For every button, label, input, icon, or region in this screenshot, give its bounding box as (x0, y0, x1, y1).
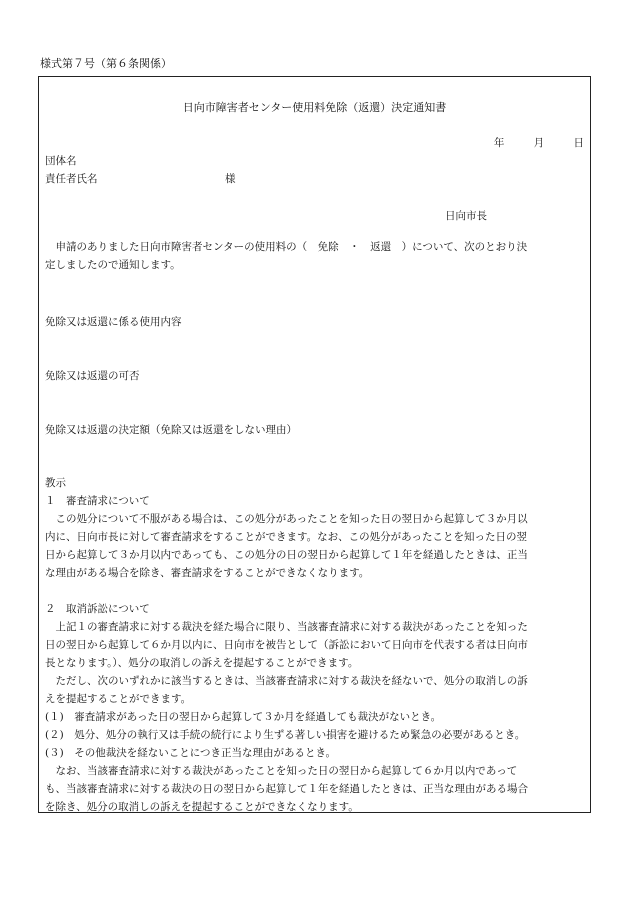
section1-title: １ 審査請求について (45, 495, 150, 507)
issuer-name: 日向市長 (445, 210, 487, 222)
notice-heading: 教示 (45, 477, 66, 489)
list-item: (３) その他裁決を経ないことにつき正当な理由があるとき。 (45, 747, 337, 759)
notice-document-frame (38, 76, 591, 813)
list-item: (２) 処分、処分の執行又は手続の続行により生ずる著しい損害を避けるため緊急の必要があるとき。 (45, 729, 526, 741)
notice-section: 教示 １ 審査請求について この処分について不服がある場合は、この処分があったことを知った日の翌日から起算して３か月以 内に、日向市長に対して審査請求をすることができます。なお、この処分があったことを知った日の翌 日から起算して３か月以内であっても、この処分の日の翌日から起算して１年を経過したときは、正当 な理由がある場合を除き、審査請求をすることができなくなります。 ２ 取消訴訟について 上記１の審査請求に対する裁決を経た場合に限り、当該審査請求に対する裁決があったことを知った 日の翌日から起算して６か月以内に、日向市を被告として（訴訟において日向市を代表する者は日向市 長となります。）、処分の取消しの訴えを提起することができます。 ただし、次のいずれかに該当するときは、当該審査請求に対する裁決を経ないで、処分の取消しの訴 えを提起することができます。 (１) 審査請求があった日の翌日から起算して３か月を経過しても裁決がないとき。 (２) 処分、処分の執行又は手続の続行により生ずる著しい損害を避けるため緊急の必要があるとき。 (３) その他裁決を経ないことにつき正当な理由があるとき。 なお、当該審査請求に対する裁決があったことを知った日の翌日から起算して６か月以内であって も、当該審査請求に対する裁決の日の翌日から起算して１年を経過したときは、正当な理由がある場合 を除き、処分の取消しの訴えを提起することができなくなります。 (45, 474, 582, 816)
list-item: (１) 審査請求があった日の翌日から起算して３か月を経過しても裁決がないとき。 (45, 711, 442, 723)
honorific: 様 (225, 173, 236, 185)
date-day-label: 日 (573, 137, 584, 149)
form-number: 様式第７号（第６条関係） (40, 57, 172, 70)
organization-label: 団体名 (45, 155, 77, 167)
section2-title: ２ 取消訴訟について (45, 603, 150, 615)
document-title: 日向市障害者センター使用料免除（返還）決定通知書 (182, 101, 447, 114)
responsible-person-label: 責任者氏名 (45, 173, 98, 185)
date-month-label: 月 (533, 137, 545, 149)
date-line (494, 135, 584, 150)
date-year-label: 年 (493, 137, 505, 149)
field-usage-content: 免除又は返還に係る使用内容 (45, 316, 182, 328)
field-approval: 免除又は返還の可否 (45, 370, 140, 382)
field-decided-amount: 免除又は返還の決定額（免除又は返還をしない理由） (45, 424, 297, 436)
intro-paragraph: 申請のありました日向市障害者センターの使用料の（ 免除 ・ 返還 ）について、次のとおり決 定しましたので通知します。 (45, 241, 528, 271)
